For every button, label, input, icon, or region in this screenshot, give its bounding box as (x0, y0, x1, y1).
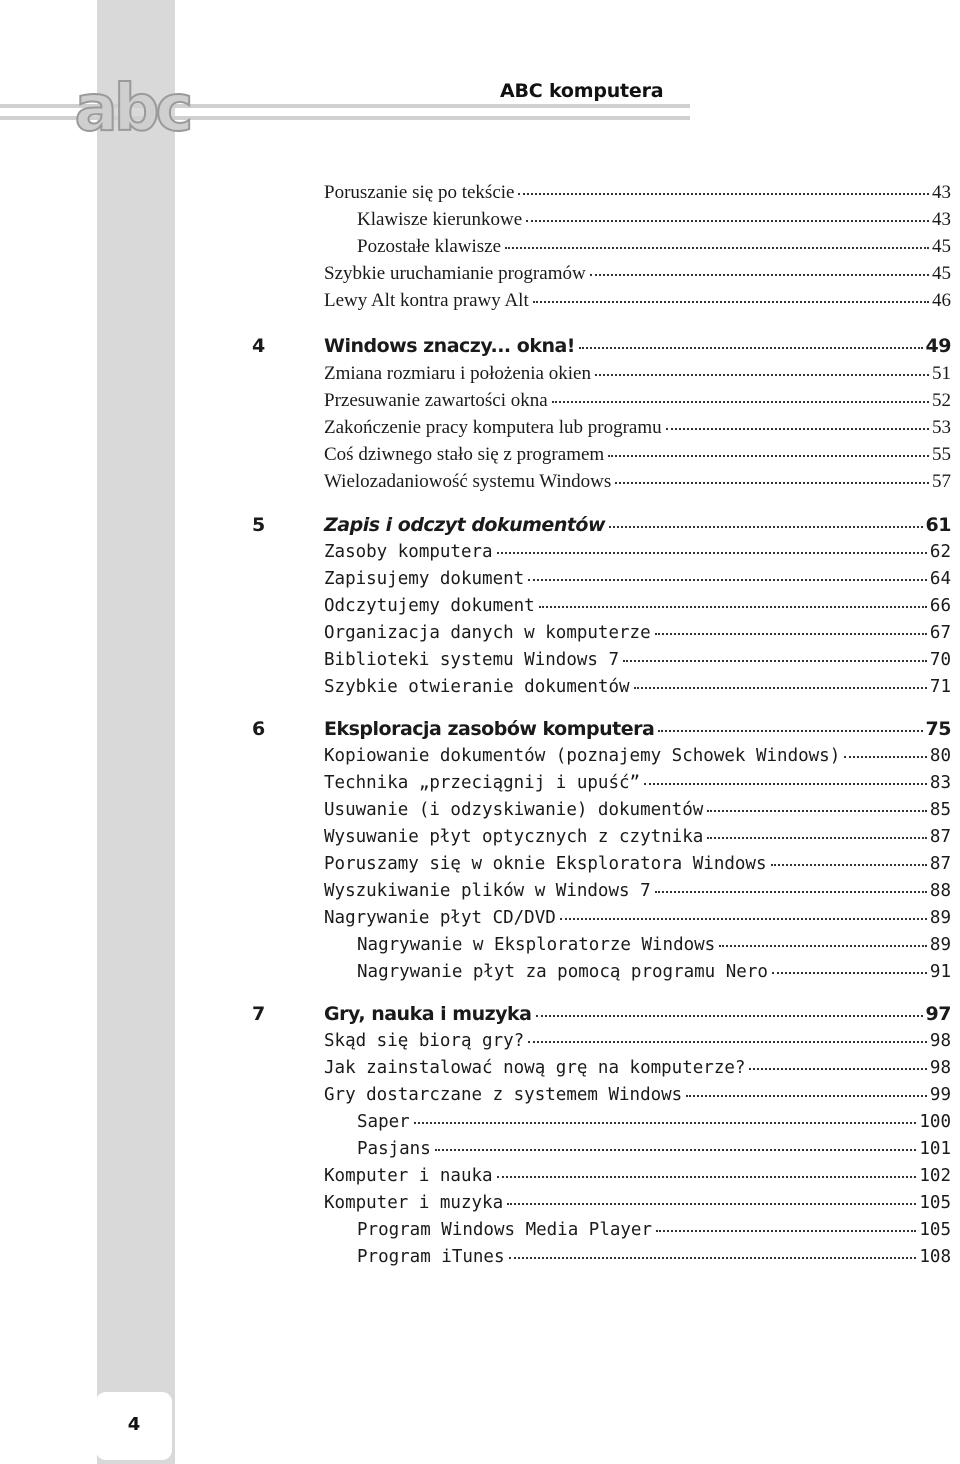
page-ref: 62 (929, 542, 951, 562)
left-margin-band (97, 0, 175, 1464)
logo-text: abc (74, 72, 190, 142)
page-ref: 87 (929, 854, 951, 874)
toc-entry[interactable]: Komputer i muzyka 105 (324, 1193, 951, 1213)
toc-entry[interactable]: Zapisujemy dokument 64 (324, 569, 951, 589)
page-ref: 89 (929, 935, 951, 955)
page-ref: 99 (929, 1085, 951, 1105)
toc-entry[interactable]: Pasjans 101 (357, 1139, 951, 1159)
toc-entry[interactable]: Wyszukiwanie plików w Windows 7 88 (324, 881, 951, 901)
toc-entry[interactable]: Usuwanie (i odzyskiwanie) dokumentów 85 (324, 800, 951, 820)
page-ref: 98 (929, 1031, 951, 1051)
chapter-number: 5 (252, 514, 266, 536)
toc-entry[interactable]: Zakończenie pracy komputera lub programu 53 (324, 417, 951, 438)
toc-entry[interactable]: Kopiowanie dokumentów (poznajemy Schowek Windows) 80 (324, 746, 951, 766)
page-ref: 66 (929, 596, 951, 616)
toc-entry[interactable]: Coś dziwnego stało się z programem 55 (324, 444, 951, 465)
page-ref: 70 (929, 650, 951, 670)
page-ref: 46 (932, 290, 951, 311)
toc-entry[interactable]: Nagrywanie płyt CD/DVD 89 (324, 908, 951, 928)
toc-entry[interactable]: Skąd się biorą gry? 98 (324, 1031, 951, 1051)
chapter-heading-7[interactable]: 7 Gry, nauka i muzyka 97 (252, 1003, 951, 1025)
toc-entry[interactable]: Pozostałe klawisze 45 (357, 236, 951, 257)
toc-entry[interactable]: Poruszanie się po tekście 43 (324, 182, 951, 203)
page-ref: 85 (929, 800, 951, 820)
toc-entry[interactable]: Technika „przeciągnij i upuść” 83 (324, 773, 951, 793)
chapter-number: 7 (252, 1003, 266, 1025)
page-ref: 71 (929, 677, 951, 697)
page-ref: 97 (925, 1003, 951, 1025)
page-ref: 108 (919, 1247, 951, 1267)
toc-entry[interactable]: Nagrywanie w Eksploratorze Windows 89 (357, 935, 951, 955)
page-ref: 75 (925, 718, 951, 740)
toc-entry[interactable]: Szybkie otwieranie dokumentów 71 (324, 677, 951, 697)
toc-entry[interactable]: Poruszamy się w oknie Eksploratora Windows 87 (324, 854, 951, 874)
toc-entry[interactable]: Lewy Alt kontra prawy Alt 46 (324, 290, 951, 311)
toc-entry[interactable]: Wysuwanie płyt optycznych z czytnika 87 (324, 827, 951, 847)
toc-entry[interactable]: Biblioteki systemu Windows 7 70 (324, 650, 951, 670)
page-ref: 43 (932, 209, 951, 230)
toc-entry[interactable]: Odczytujemy dokument 66 (324, 596, 951, 616)
toc-entry[interactable]: Program Windows Media Player 105 (357, 1220, 951, 1240)
page-number: 4 (127, 1414, 141, 1435)
page-ref: 57 (932, 471, 951, 492)
toc-entry[interactable]: Wielozadaniowość systemu Windows 57 (324, 471, 951, 492)
page-ref: 98 (929, 1058, 951, 1078)
chapter-number: 6 (252, 718, 266, 740)
toc-entry[interactable]: Saper 100 (357, 1112, 951, 1132)
page-ref: 88 (929, 881, 951, 901)
toc-entry[interactable]: Komputer i nauka 102 (324, 1166, 951, 1186)
page-ref: 101 (919, 1139, 951, 1159)
toc-entry[interactable]: Nagrywanie płyt za pomocą programu Nero 91 (357, 962, 951, 982)
page-ref: 52 (932, 390, 951, 411)
page-ref: 67 (929, 623, 951, 643)
chapter-heading-5[interactable]: 5 Zapis i odczyt dokumentów 61 (252, 514, 951, 536)
page-ref: 43 (932, 182, 951, 203)
page-ref: 89 (929, 908, 951, 928)
page-number-badge (96, 1392, 172, 1460)
toc-entry[interactable]: Gry dostarczane z systemem Windows 99 (324, 1085, 951, 1105)
chapter-heading-4[interactable]: 4 Windows znaczy... okna! 49 (252, 335, 951, 357)
abc-logo (70, 68, 194, 142)
toc-entry[interactable]: Szybkie uruchamianie programów 45 (324, 263, 951, 284)
page-ref: 64 (929, 569, 951, 589)
toc-entry[interactable]: Jak zainstalować nową grę na komputerze? 98 (324, 1058, 951, 1078)
page-ref: 102 (919, 1166, 951, 1186)
page-ref: 55 (932, 444, 951, 465)
toc-entry[interactable]: Klawisze kierunkowe 43 (357, 209, 951, 230)
header-title: ABC komputera (500, 80, 664, 102)
toc-entry[interactable]: Organizacja danych w komputerze 67 (324, 623, 951, 643)
chapter-number: 4 (252, 335, 266, 357)
page-ref: 61 (925, 514, 951, 536)
page-ref: 51 (932, 363, 951, 384)
toc-entry[interactable]: Przesuwanie zawartości okna 52 (324, 390, 951, 411)
page-ref: 100 (919, 1112, 951, 1132)
page-ref: 80 (929, 746, 951, 766)
page-ref: 105 (919, 1220, 951, 1240)
toc-entry[interactable]: Program iTunes 108 (357, 1247, 951, 1267)
toc-entry[interactable]: Zmiana rozmiaru i położenia okien 51 (324, 363, 951, 384)
page-ref: 53 (932, 417, 951, 438)
toc-entry[interactable]: Zasoby komputera 62 (324, 542, 951, 562)
page-ref: 83 (929, 773, 951, 793)
page-ref: 87 (929, 827, 951, 847)
page-ref: 105 (919, 1193, 951, 1213)
page-ref: 45 (932, 236, 951, 257)
page-ref: 91 (929, 962, 951, 982)
chapter-heading-6[interactable]: 6 Eksploracja zasobów komputera 75 (252, 718, 951, 740)
page-ref: 49 (925, 335, 951, 357)
page-ref: 45 (932, 263, 951, 284)
